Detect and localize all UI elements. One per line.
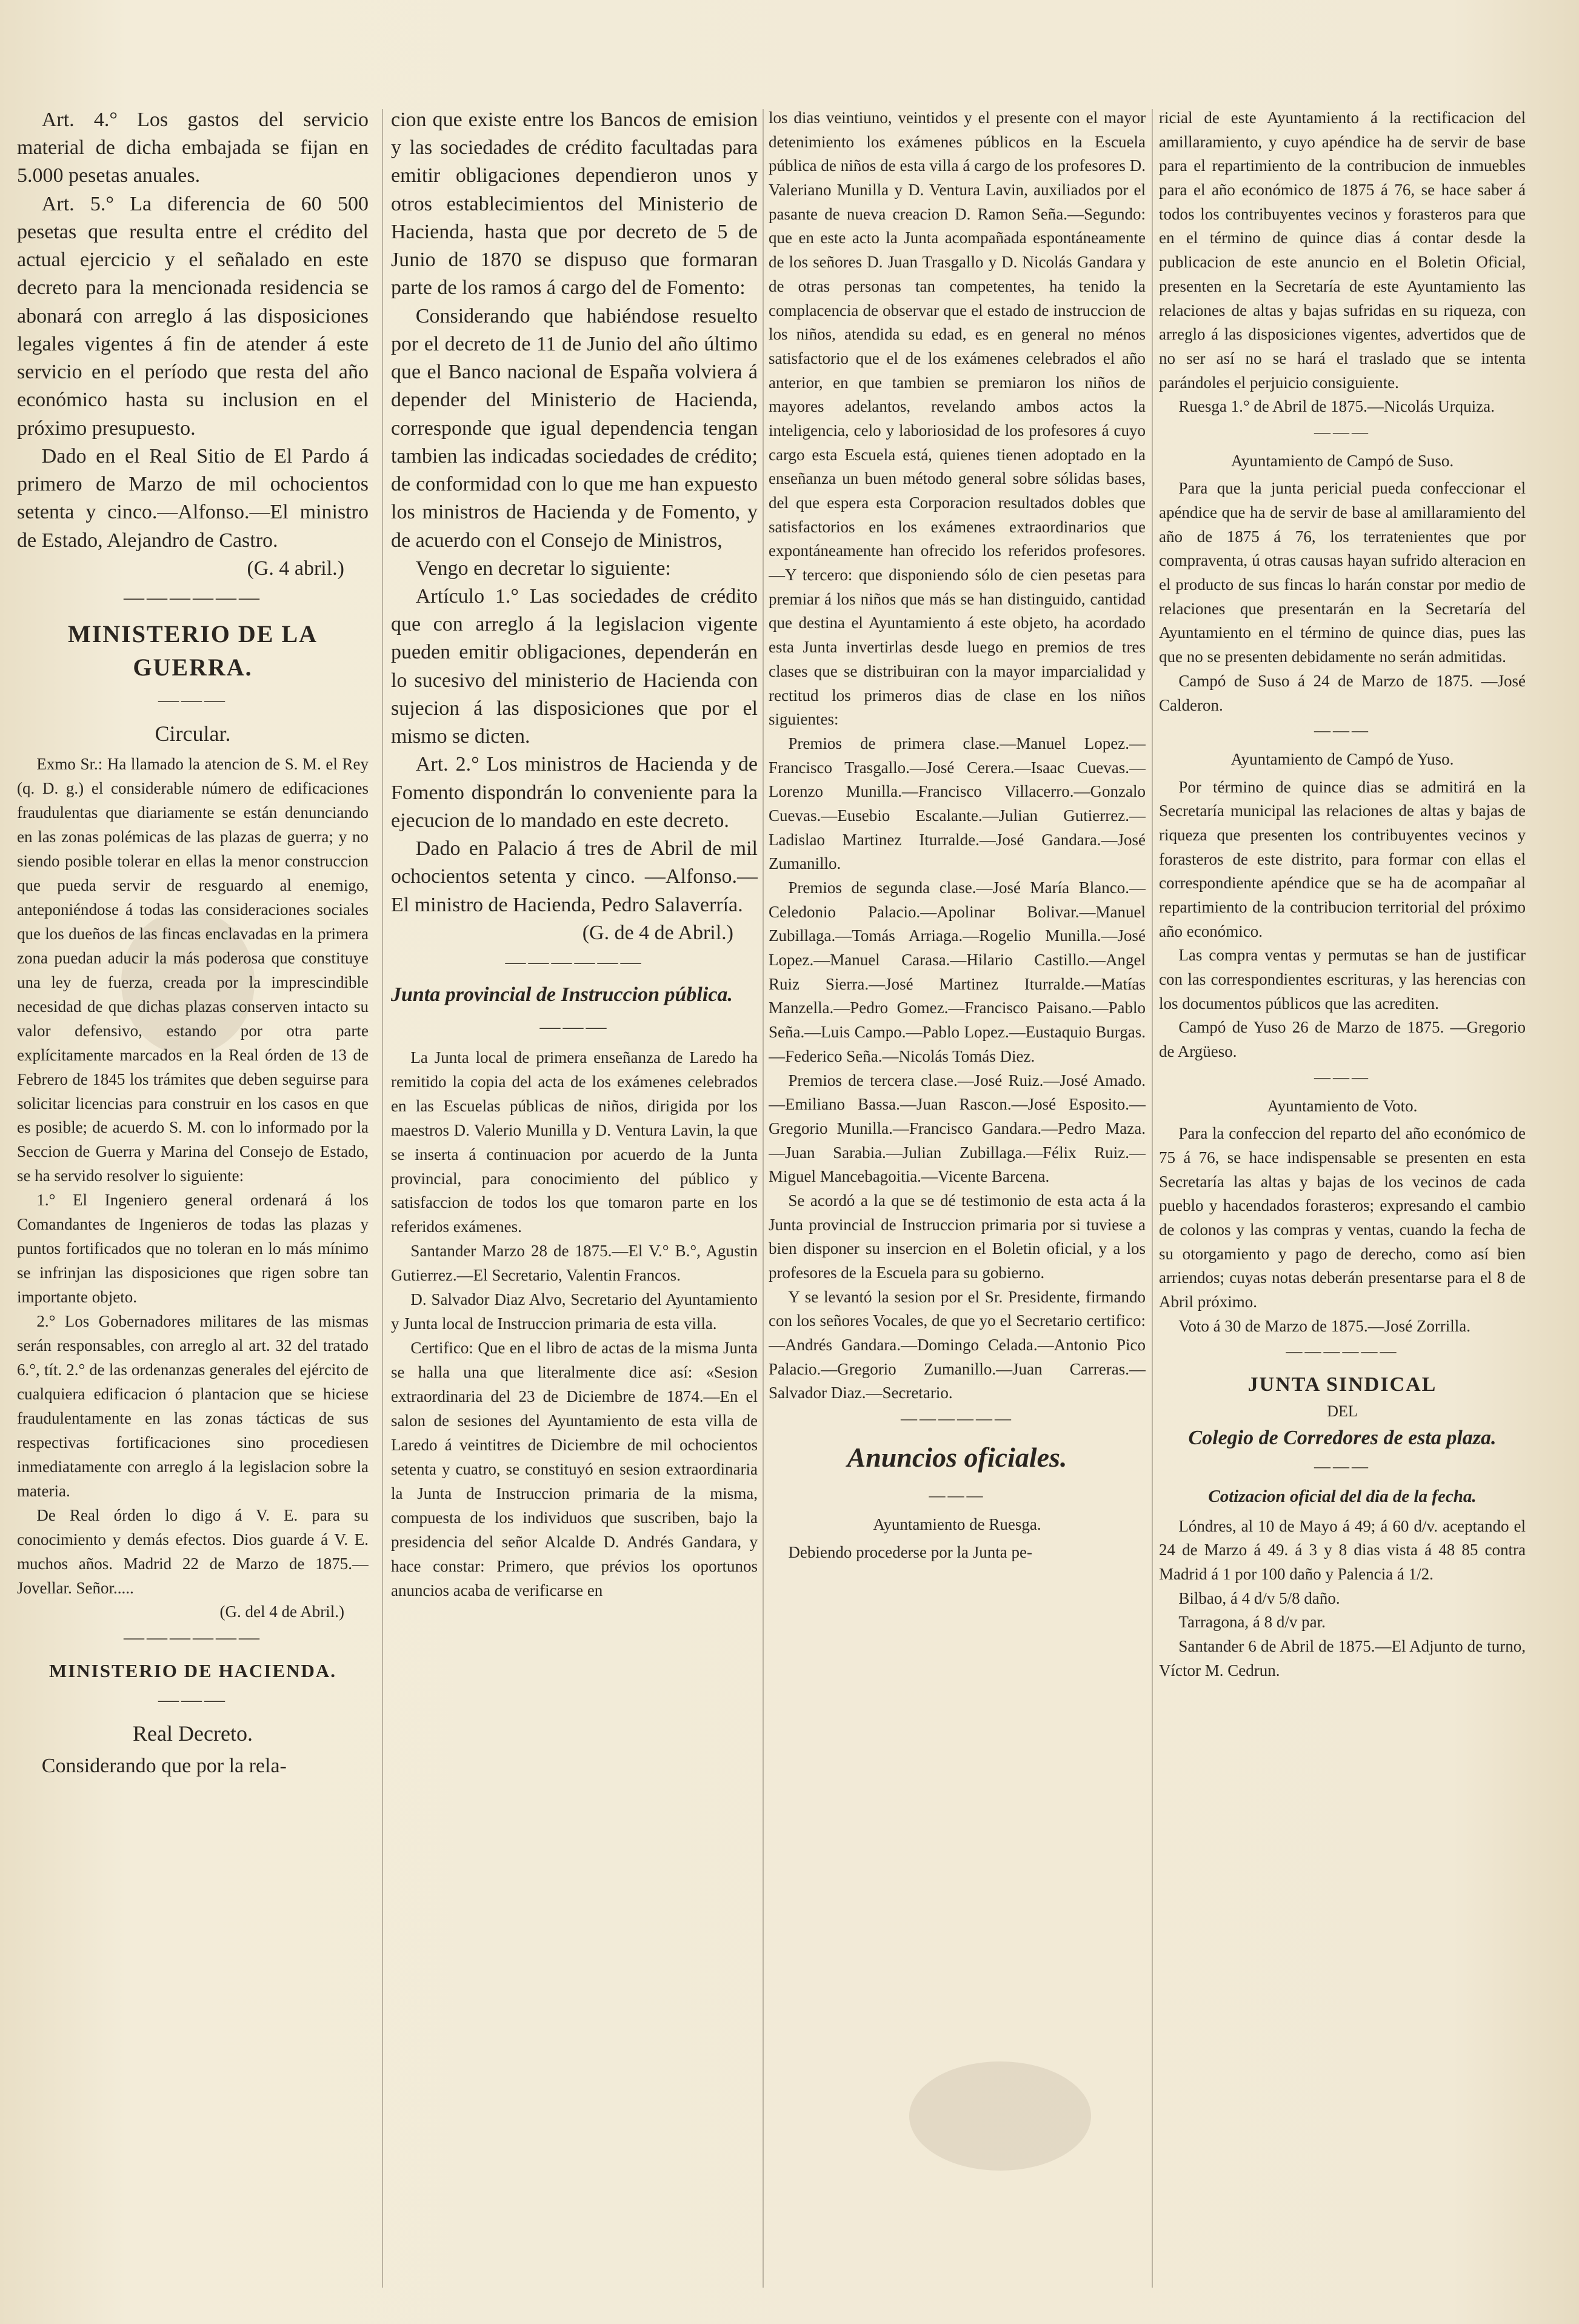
anuncio-signature: Campó de Suso á 24 de Marzo de 1875. —José Calderon. xyxy=(1159,671,1526,714)
decree-article-1: Artículo 1.° Las sociedades de crédito que con arreglo á la legislacion vigente pueden emitir obligaciones, dependerán en lo sucesivo del ministerio de Hacienda con sujecion á las disposiciones que por el mismo se dicten. xyxy=(391,584,758,748)
junta-text: Certifico: Que en el libro de actas de la misma Junta se halla una que literalmente dice así: «Sesion extraordinaria del 23 de Diciembre de 1874.—En el salon de sesiones del Ayuntamiento de esta villa de Laredo á veintitres de Diciembre de mil ochocientos setenta y cuatro, se constituyó en sesion extraordinaria la Junta de Instruccion primaria de la misma, compuesta de los individuos que suscriben, bajo la presidencia del señor Alcalde D. Andrés Gandara, y hace constar: Primero, que prévios los oportunos anuncios acaba de verificarse en xyxy=(391,1339,758,1599)
anuncio-signature: Ruesga 1.° de Abril de 1875.—Nicolás Urquiza. xyxy=(1178,397,1495,416)
ayuntamiento-heading: Ayuntamiento de Campó de Suso. xyxy=(1230,451,1454,470)
junta-provincial-heading: Junta provincial de Instruccion pública. xyxy=(391,983,733,1006)
junta-text: Santander Marzo 28 de 1875.—El V.° B.°, Agustin Gutierrez.—El Secretario, Valentin Francos. xyxy=(391,1242,758,1285)
ministerio-guerra-heading: MINISTERIO DE LA GUERRA. xyxy=(67,620,318,681)
anuncio-text: Para la confeccion del reparto del año económico de 75 á 76, se hace indispensable se presenten en esta Secretaría las altas y bajas de los vecinos de cada pueblo y hacendados forasteros; expresando el cambio de colonos y las compras y ventas, cuando la fecha de su otorgamiento y pago de derecho, como así bien arriendos; cuyas notas deberán presentarse para el 8 de Abril próximo. xyxy=(1159,1124,1526,1311)
acta-text: Y se levantó la sesion por el Sr. Presidente, firmando con los señores Vocales, de que yo el Secretario certifico:—Andrés Gandara.—Domingo Celada.—Antonio Pico Palacio.—Gregorio Zumanillo.—Juan Carreras.—Salvador Diaz.—Secretario. xyxy=(769,1287,1146,1402)
separator: ——— xyxy=(1314,1067,1370,1086)
cotizacion-heading: Cotizacion oficial del dia de la fecha. xyxy=(1208,1486,1477,1506)
premios-primera: Premios de primera clase.—Manuel Lopez.—Francisco Trasgallo.—José Cerera.—Isaac Cuevas.—Lorenzo Munilla.—Francisco Villacerro.—Gonzalo Cuevas.—Eusebio Escalante.—Julian Gutierrez.—Ladislao Martinez Iturralde.—José Gandara.—José Zumanillo. xyxy=(769,734,1146,873)
circular-item-2: 2.° Los Gobernadores militares de las mismas serán responsables, con arreglo al art. 32 del tratado 6.°, tít. 2.° de las ordenanzas generales del ejército de cualquiera edificacion ó plantacion que se hiciese fraudulentamente en las zonas tácticas de sus respectivas fortificaciones sino procediesen inmediatamente con arreglo á la legislacion sobre la materia. xyxy=(17,1312,369,1500)
separator: ——— xyxy=(1314,1457,1370,1476)
junta-sindical-colegio: Colegio de Corredores de esta plaza. xyxy=(1188,1427,1497,1450)
source-note: (G. de 4 de Abril.) xyxy=(582,921,733,944)
ayuntamiento-heading: Ayuntamiento de Campó de Yuso. xyxy=(1230,749,1454,768)
anuncio-text: ricial de este Ayuntamiento á la rectificacion del amillaramiento, y cuyo apéndice ha de servir de base para el repartimiento de la contribucion de inmuebles para el año económico de 1875 á 76, se hace saber á todos los contribuyentes vecinos y forasteros para que en el término de quince dias á contar desde la publicacion de este anuncio en el Boletin Oficial, presenten en la Secretaría de este Ayuntamiento las relaciones de altas y bajas sufridas en su riqueza, con arreglo á las disposiciones vigentes, advertidos que de no ser así no se hará el traslado que se intenta parándoles el perjuicio consiguiente. xyxy=(1159,109,1526,392)
junta-sindical-del: DEL xyxy=(1327,1402,1358,1421)
circular-closing: De Real órden lo digo á V. E. para su conocimiento y demás efectos. Dios guarde á V. E. muchos años. Madrid 22 de Marzo de 1875.—Jovellar. Señor..... xyxy=(17,1505,369,1597)
cotizacion-bilbao: Bilbao, á 4 d/v 5/8 daño. xyxy=(1178,1589,1340,1607)
article-5: Art. 5.° La diferencia de 60 500 pesetas que resulta entre el crédito del actual ejercicio y el señalado en este decreto para la mencionada residencia se abonará con arreglo á las disposiciones legales vigentes á fin de atender á este servicio en el período que resta del año económico hasta su inclusion en el próximo presupuesto. xyxy=(17,192,369,440)
separator: ——— xyxy=(539,1015,609,1038)
ayuntamiento-heading: Ayuntamiento de Ruesga. xyxy=(873,1515,1041,1534)
anuncio-signature: Voto á 30 de Marzo de 1875.—José Zorrilla. xyxy=(1178,1316,1471,1335)
junta-text: La Junta local de primera enseñanza de Laredo ha remitido la copia del acta de los exámenes celebrados en las Escuelas públicas de niños, dirigida por los maestros D. Valerio Munilla y D. Ventura Lavin, la que se inserta á continuacion por acuerdo de la Junta provincial, para conocimiento del público y satisfaccion de todos los que tomaron parte en los referidos exámenes. xyxy=(391,1048,758,1236)
decree-text: cion que existe entre los Bancos de emision y las sociedades de crédito facultadas para emitir obligaciones dependieron unos y otros establecimientos del Ministerio de Hacienda, hasta que por decreto de 5 de Junio de 1870 se dispuso que formaran parte de los ramos á cargo del de Fomento: xyxy=(391,109,758,300)
separator: —————— xyxy=(505,951,644,974)
column-2 xyxy=(391,106,758,2288)
junta-text: D. Salvador Diaz Alvo, Secretario del Ayuntamiento y Junta local de Instruccion primaria de esta villa. xyxy=(391,1290,758,1333)
real-decreto-heading: Real Decreto. xyxy=(133,1721,253,1746)
separator: ——— xyxy=(158,1688,227,1711)
acta-text: Se acordó a la que se dé testimonio de esta acta á la Junta provincial de Instruccion primaria por si tuviese a bien disponer su insercion en el Boletin oficial, y a los profesores de la Escuela para su gobierno. xyxy=(769,1191,1146,1282)
anuncios-oficiales-heading: Anuncios oficiales. xyxy=(847,1441,1067,1473)
column-rule xyxy=(763,109,764,2288)
decree-text: Considerando que habiéndose resuelto por el decreto de 11 de Junio del año último que el Banco nacional de España volviera á depender del Ministerio de Hacienda, corresponde que igual dependencia tengan tambien las indicadas sociedades de crédito; de conformidad con lo que me han expuesto los ministros de Hacienda y de Fomento, y de acuerdo con el Consejo de Ministros, xyxy=(391,304,758,552)
column-rule xyxy=(382,109,383,2288)
junta-sindical-heading: JUNTA SINDICAL xyxy=(1247,1373,1437,1396)
separator: —————— xyxy=(124,1626,262,1649)
anuncio-text: Para que la junta pericial pueda confeccionar el apéndice que ha de servir de base al amillaramiento del año de 1875 á 76, los terratenientes que por compraventa, ú otras causas hayan sufrido alteracion en el producto de sus fincas lo harán constar por medio de relaciones que presentarán en la Secretaría del Ayuntamiento en el término de quince dias, pues las que no se presenten debidamente no serán admitidas. xyxy=(1159,479,1526,666)
cotizacion-signature: Santander 6 de Abril de 1875.—El Adjunto de turno, Víctor M. Cedrun. xyxy=(1159,1636,1526,1679)
premios-segunda: Premios de segunda clase.—José María Blanco.—Celedonio Palacio.—Apolinar Bolivar.—Manuel Zubillaga.—Tomás Arriaga.—Rogelio Munilla.—José Lopez.—Manuel Carasa.—Hilario Castillo.—Angel Ruiz Sierra.—José Martinez Iturralde.—Matías Manzella.—Pedro Gomez.—Francisco Paisano.—Pablo Seña.—Luis Campo.—Pablo Lopez.—Eustaquio Burgas.—Federico Seña.—Nicolás Tomás Diez. xyxy=(769,879,1146,1065)
separator: ——— xyxy=(1314,422,1370,441)
ministerio-hacienda-heading: MINISTERIO DE HACIENDA. xyxy=(48,1659,337,1681)
cotizacion-londres: Lóndres, al 10 de Mayo á 49; á 60 d/v. aceptando el 24 de Marzo á 49. á 3 y 8 dias vista á 48 85 contra Madrid á 1 por 100 daño y Palencia á 1/2. xyxy=(1159,1516,1526,1583)
separator: —————— xyxy=(124,586,262,609)
circular-item-1: 1.° El Ingeniero general ordenará á los Comandantes de Ingenieros de todas las plazas y puntos fortificados que no toleran en lo más mínimo se infrinjan las disposiciones que rigen sobre tan importante objeto. xyxy=(17,1191,369,1307)
column-1 xyxy=(17,106,369,2288)
column-rule xyxy=(1152,109,1153,2288)
article-4: Art. 4.° Los gastos del servicio material de dicha embajada se fijan en 5.000 pesetas anuales. xyxy=(17,109,369,187)
separator: ——— xyxy=(158,689,227,711)
separator: —————— xyxy=(1286,1342,1399,1361)
acta-text: los dias veintiuno, veintidos y el presente con el mayor detenimiento los exámenes públicos en la Escuela pública de niños de esta villa á cargo de los profesores D. Valeriano Munilla y D. Ventura Lavin, auxiliados por el pasante de nueva creacion D. Ramon Seña.—Segundo: que en este acto la Junta acompañada espontáneamente de los señores D. Juan Trasgallo y D. Nicolás Gandara y de otras personas tan competentes, ha tenido la complacencia de observar que el estado de instruccion de los niños, atendida su edad, es en general no ménos satisfactorio que el de los exámenes celebrados el año anterior, en que tambien se premiaron los niños de mayores adelantos, revelando ambos actos la inteligencia, celo y laboriosidad de los profesores á cuyo cargo esta Escuela está, quienes tienen adoptado en la enseñanza un buen método general sobre sólidas bases, del que espera esta Corporacion resultados dobles que satisfactorios en los exámenes extraordinarios que expontáneamente han ofrecido los referidos profesores.—Y tercero: que disponiendo sólo de cien pesetas para premiar á los niños que más se han distinguido, cantidad que destina el Ayuntamiento á este objeto, ha acordado esta Junta invertirlas desde luego en premios de tres clases que se distribuiran con la mayor imparcialidad y rectitud los primeros dias de clase en los niños siguientes: xyxy=(769,109,1146,729)
decree-article-2: Art. 2.° Los ministros de Hacienda y de Fomento dispondrán lo conveniente para la ejecucion de lo mandado en este decreto. xyxy=(391,753,758,832)
anuncio-text: Debiendo procederse por la Junta pe- xyxy=(788,1542,1032,1561)
separator: ——— xyxy=(929,1486,986,1505)
column-4 xyxy=(1159,106,1526,2288)
decree-signature: Dado en el Real Sitio de El Pardo á primero de Marzo de mil ochocientos setenta y cinco.—Alfonso.—El ministro de Estado, Alejandro de Castro. xyxy=(17,444,369,552)
junta-provincial-body xyxy=(391,1046,758,1603)
anuncio-text: Por término de quince dias se admitirá en la Secretaría municipal las relaciones de altas y bajas de riqueza que presenten los contribuyentes vecinos y forasteros de este distrito, para formar con ellas el correspondiente apéndice que se ha de acompañar al repartimiento de la contribucion territorial del próximo año económico. xyxy=(1159,777,1526,940)
premios-tercera: Premios de tercera clase.—José Ruiz.—José Amado.—Emiliano Bassa.—Juan Rascon.—José Esposito.—Gregorio Munilla.—Francisco Gandara.—Pedro Maza.—Juan Sarabia.—Julian Zubillaga.—Félix Ruiz.—Miguel Mancebagoitia.—Vicente Barcena. xyxy=(769,1071,1146,1186)
decree-text: Vengo en decretar lo siguiente: xyxy=(415,557,671,580)
ayuntamiento-heading: Ayuntamiento de Voto. xyxy=(1267,1096,1418,1115)
source-note: (G. del 4 de Abril.) xyxy=(219,1602,344,1621)
source-note: (G. 4 abril.) xyxy=(247,557,344,580)
separator: —————— xyxy=(901,1409,1013,1428)
circular-heading: Circular. xyxy=(155,722,231,746)
separator: ——— xyxy=(1314,721,1370,740)
column-3 xyxy=(769,106,1146,2288)
cotizacion-tarragona: Tarragona, á 8 d/v par. xyxy=(1178,1613,1326,1632)
anuncio-signature: Campó de Yuso 26 de Marzo de 1875. —Gregorio de Argüeso. xyxy=(1159,1018,1526,1061)
anuncio-text: Las compra ventas y permutas se han de justificar con las correspondientes escrituras, y las herencias con los documentos públicos que las acrediten. xyxy=(1159,946,1526,1013)
considerando-text: Considerando que por la rela- xyxy=(41,1754,287,1777)
decree-signature: Dado en Palacio á tres de Abril de mil ochocientos setenta y cinco. —Alfonso.—El ministro de Hacienda, Pedro Salaverría. xyxy=(391,837,758,916)
circular-text: Exmo Sr.: Ha llamado la atencion de S. M. el Rey (q. D. g.) el considerable número de edificaciones fraudulentas que diariamente se están denunciando en las zonas polémicas de las plazas de guerra; y no siendo posible tolerar en ellas la menor construccion que pueda servir de resguardo al enemigo, anteponiéndose á todas las consideraciones sociales que los dueños de las fincas enclavadas en la primera zona puedan aducir la más poderosa que constituye una ley de fuerza, creada por la imprescindible necesidad de que dichas plazas conserven intacto su valor defensivo, estando por otra parte explícitamente marcados en la Real órden de 13 de Febrero de 1845 los trámites que deben seguirse para solicitar licencias para construir en los casos en que es posible; de acuerdo S. M. con lo informado por la Seccion de Guerra y Marina del Consejo de Estado, se ha servido resolver lo siguiente: xyxy=(17,755,369,1185)
